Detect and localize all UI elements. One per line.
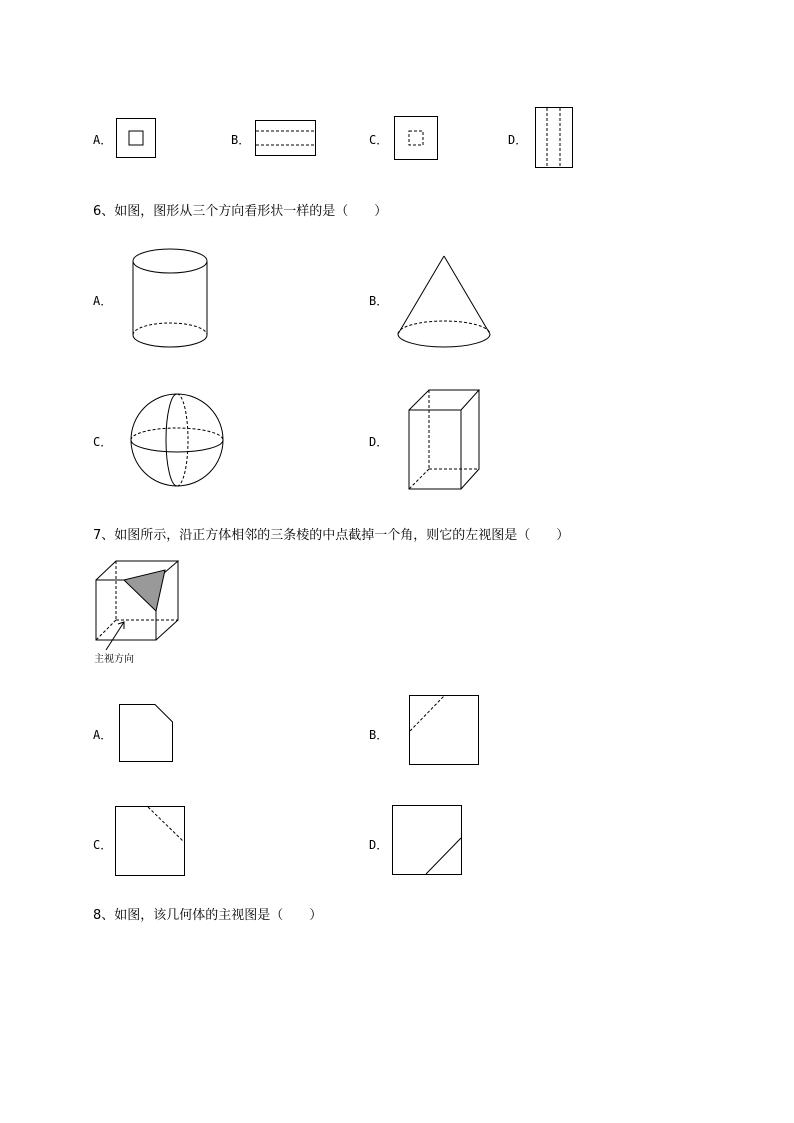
q6-option-c-label: C．	[93, 435, 113, 449]
q7-option-d-label: D．	[369, 838, 389, 852]
q8-question-text: 8、如图，该几何体的主视图是（ ）	[93, 908, 323, 923]
q6-question-text: 6、如图，图形从三个方向看形状一样的是（ ）	[93, 204, 388, 219]
q7-question-text: 7、如图所示，沿正方体相邻的三条棱的中点截掉一个角，则它的左视图是（ ）	[93, 528, 570, 543]
q5-option-d-label: D．	[508, 133, 528, 147]
q5-option-c-figure	[394, 116, 438, 160]
q6-option-d-label: D．	[369, 435, 389, 449]
q5-option-a-label: A．	[93, 133, 113, 147]
q6-option-a-cylinder	[131, 248, 209, 350]
q7-option-b-label: B．	[369, 728, 389, 742]
q7-option-a-label: A．	[93, 728, 113, 742]
q6-option-c-sphere	[128, 392, 226, 488]
q7-option-b-figure	[409, 695, 479, 765]
q7-option-c-label: C．	[93, 838, 113, 852]
q7-option-c-figure	[115, 806, 185, 876]
q7-option-a-figure	[119, 704, 173, 762]
q5-option-d-figure	[535, 107, 573, 168]
q6-option-d-prism	[407, 388, 481, 492]
q6-option-b-label: B．	[369, 294, 389, 308]
q5-option-a-figure	[116, 118, 156, 158]
q7-figure-label: 主视方向	[94, 654, 134, 665]
q5-option-b-label: B．	[231, 133, 251, 147]
q6-option-b-cone	[396, 255, 492, 350]
q5-option-b-figure	[255, 120, 316, 156]
q7-view-direction-arrow	[104, 618, 130, 652]
q5-option-c-label: C．	[369, 133, 389, 147]
q6-option-a-label: A．	[93, 294, 113, 308]
q7-option-d-figure	[392, 805, 462, 875]
